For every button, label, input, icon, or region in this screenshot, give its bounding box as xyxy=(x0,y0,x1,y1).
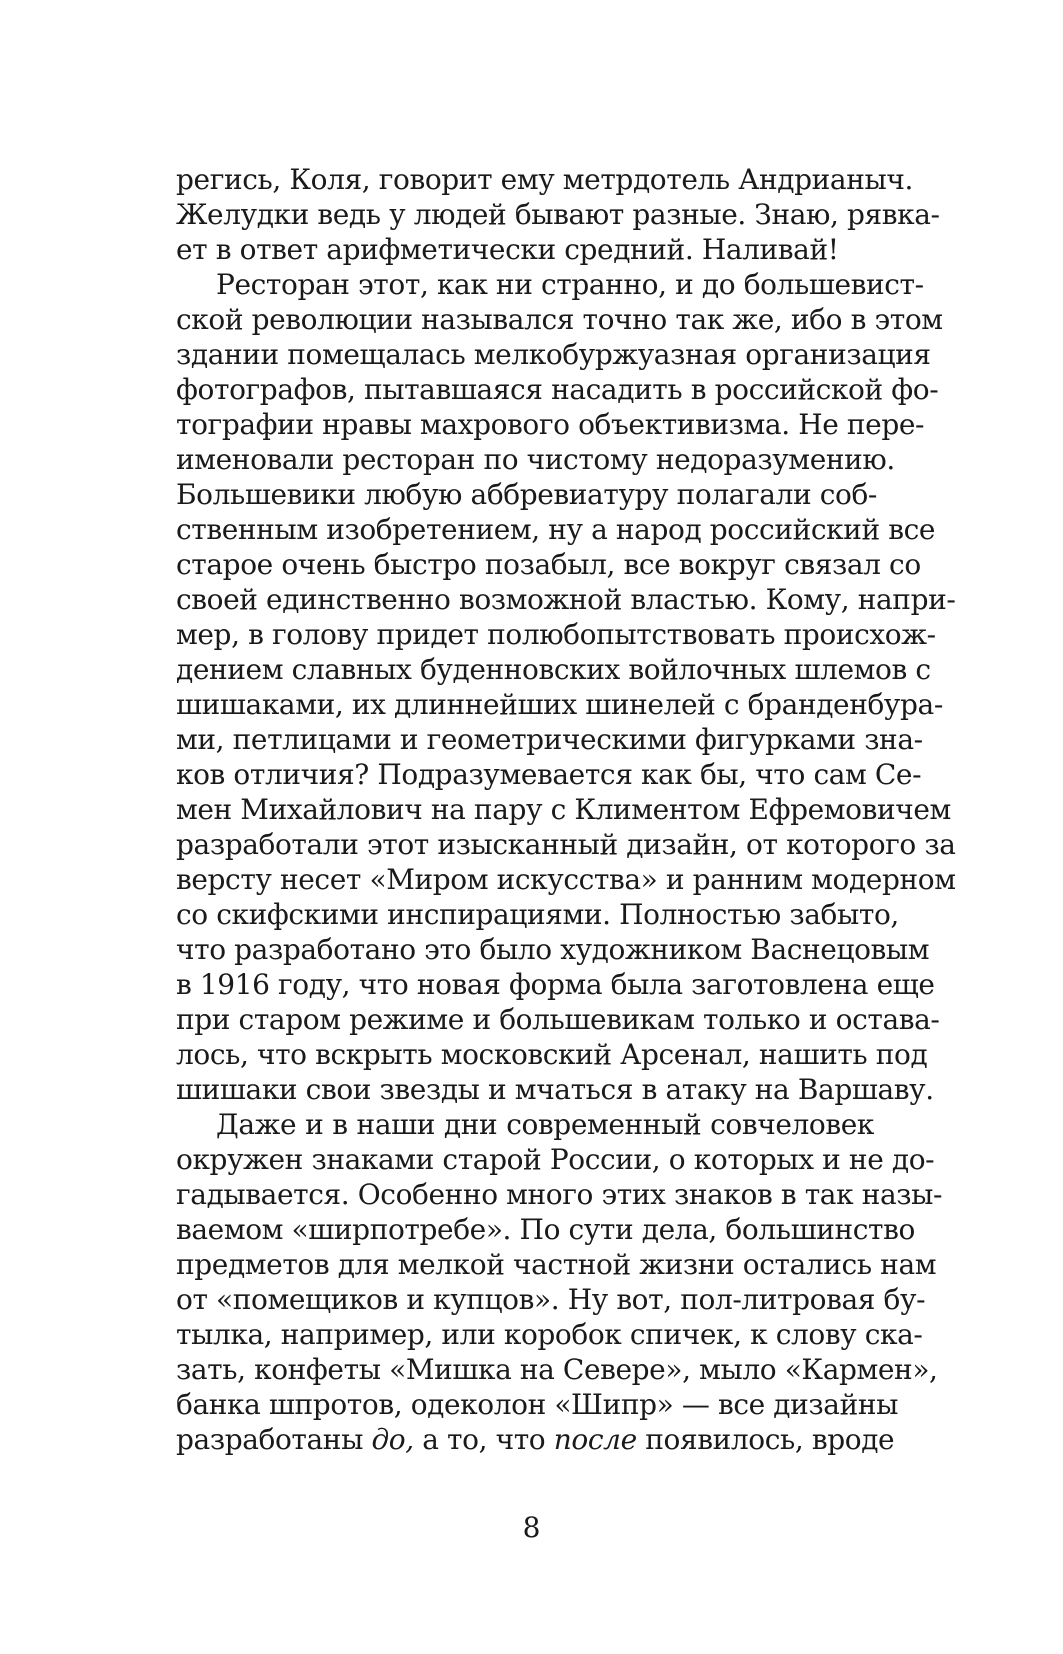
text-line: Даже и в наши дни современный совчеловек xyxy=(216,1108,874,1141)
text-line: фотографов, пытавшаяся насадить в российской фо- xyxy=(176,373,939,406)
text-line: ми, петлицами и геометрическими фигурками зна- xyxy=(176,723,923,756)
text-line: Большевики любую аббревиатуру полагали соб- xyxy=(176,478,877,511)
text-line: тографии нравы махрового объективизма. Не пере- xyxy=(176,408,925,441)
text-line: Ресторан этот, как ни странно, и до большевист- xyxy=(216,268,924,301)
text-line: зать, конфеты «Мишка на Севере», мыло «Кармен», xyxy=(176,1353,938,1386)
text-line: мер, в голову придет полюбопытствовать происхож- xyxy=(176,618,936,651)
text-line: ет в ответ арифметически средний. Наливай! xyxy=(176,233,839,266)
text-line: ков отличия? Подразумевается как бы, что сам Се- xyxy=(176,758,922,791)
text-segment: появилось, вроде xyxy=(636,1423,895,1456)
text-line: своей единственно возможной властью. Кому, напри- xyxy=(176,583,956,616)
text-line-mixed xyxy=(176,1422,895,1457)
italic-text: до, xyxy=(371,1423,414,1456)
text-line: при старом режиме и большевикам только и остава- xyxy=(176,1003,940,1036)
page-number: 8 xyxy=(522,1511,541,1544)
text-line: окружен знаками старой России, о которых и не до- xyxy=(176,1143,935,1176)
text-line: старое очень быстро позабыл, все вокруг связал со xyxy=(176,548,921,581)
text-line: банка шпротов, одеколон «Шипр» — все дизайны xyxy=(176,1388,898,1421)
text-line: в 1916 году, что новая форма была заготовлена еще xyxy=(176,968,935,1001)
text-line: гадывается. Особенно много этих знаков в так назы- xyxy=(176,1178,943,1211)
text-line: шишаки свои звезды и мчаться в атаку на Варшаву. xyxy=(176,1073,934,1106)
text-line: здании помещалась мелкобуржуазная организация xyxy=(176,338,931,371)
text-segment: разработаны xyxy=(176,1423,372,1456)
text-segment: а то, что xyxy=(413,1423,554,1456)
text-line: ваемом «ширпотребе». По сути дела, большинство xyxy=(176,1213,915,1246)
text-line: что разработано это было художником Васнецовым xyxy=(176,933,930,966)
italic-text: после xyxy=(553,1423,637,1456)
text-line: тылка, например, или коробок спичек, к слову ска- xyxy=(176,1318,923,1351)
text-line: со скифскими инспирациями. Полностью забыто, xyxy=(176,898,899,931)
text-line: шишаками, их длиннейших шинелей с бранденбура- xyxy=(176,688,943,721)
text-line: от «помещиков и купцов». Ну вот, пол-литровая бу- xyxy=(176,1283,926,1316)
text-line: лось, что вскрыть московский Арсенал, нашить под xyxy=(176,1038,928,1071)
text-line: Желудки ведь у людей бывают разные. Знаю, рявка- xyxy=(176,198,940,231)
text-line: предметов для мелкой частной жизни остались нам xyxy=(176,1248,937,1281)
text-line: мен Михайлович на пару с Климентом Ефремовичем xyxy=(176,793,951,826)
text-line: регись, Коля, говорит ему метрдотель Андрианыч. xyxy=(176,163,913,196)
paragraph-3 xyxy=(176,1107,943,1457)
paragraph-1 xyxy=(176,162,940,267)
paragraph-2 xyxy=(176,267,956,1107)
text-line: версту несет «Миром искусства» и ранним модерном xyxy=(176,863,956,896)
text-line: ской революции назывался точно так же, ибо в этом xyxy=(176,303,943,336)
page-text xyxy=(176,162,956,1457)
text-line: ственным изобретением, ну а народ российский все xyxy=(176,513,936,546)
text-line: дением славных буденновских войлочных шлемов с xyxy=(176,653,931,686)
text-line: разработали этот изысканный дизайн, от которого за xyxy=(176,828,956,861)
text-line: именовали ресторан по чистому недоразумению. xyxy=(176,443,895,476)
